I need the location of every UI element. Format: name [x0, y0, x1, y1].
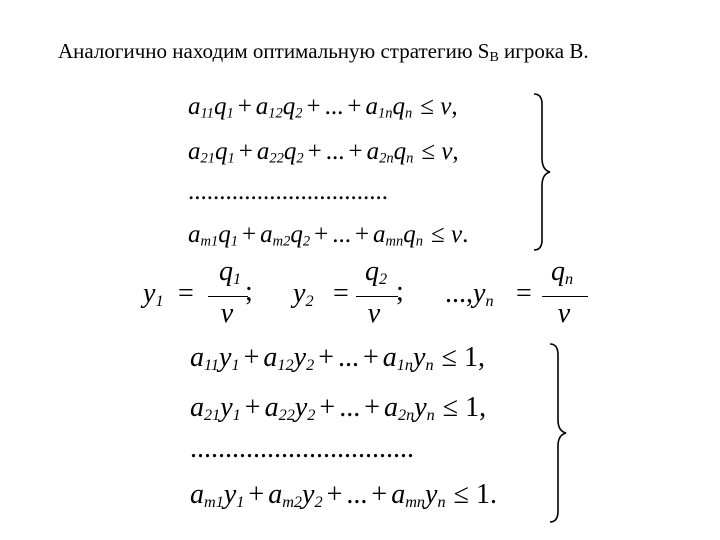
y2-semicolon: ; — [396, 276, 404, 307]
brace-system-y — [546, 342, 570, 524]
system-q-row-2: $a_{21}q_1 + a_{22}q_2$ + ... + $a_{2n}q_n \le v$, — [188, 138, 459, 167]
fraction-y1-bar — [208, 296, 248, 297]
y1-equals: = — [178, 278, 194, 309]
heading-tail: игрока В. — [498, 39, 589, 63]
heading — [58, 38, 589, 71]
heading-text: Аналогично находим оптимальную стратегию S — [58, 39, 490, 63]
system-y-row-m: $a_{m1}y_1 + a_{m2}y_2$ + ... + $a_{mn}y_n \le 1$. — [190, 479, 497, 512]
fraction-y2-bar — [356, 296, 398, 297]
system-y-row-dots: ................................ — [190, 433, 414, 464]
system-y-row-2: $a_{21}y_1 + a_{22}y_2$ + ... + $a_{2n}y_n \le 1$, — [190, 392, 487, 425]
y2-lhs: $y_2$ — [293, 278, 314, 311]
fraction-y2-denominator: v — [367, 298, 381, 329]
y1-semicolon: ; — [245, 276, 253, 307]
y2-equals: = — [333, 278, 349, 309]
fraction-y1-denominator: v — [220, 298, 234, 329]
yn-lhs: $...,y_n$ — [445, 278, 494, 311]
system-q-row-1: $a_{11}q_1 + a_{12}q_2$ + ... + $a_{1n}q_n \le v$, — [188, 93, 458, 122]
system-y-row-1: $a_{11}y_1 + a_{12}y_2$ + ... + $a_{1n}y_n \le 1$, — [190, 342, 485, 375]
yn-equals: = — [516, 278, 532, 309]
heading-subscript: B — [489, 50, 499, 65]
y1-lhs: $y_1$ — [143, 278, 164, 311]
brace-system-q — [530, 92, 554, 252]
fraction-yn-numerator: $q_n$ — [550, 256, 574, 289]
fraction-yn-bar — [542, 296, 588, 297]
fraction-y1-numerator: $q_1$ — [218, 256, 242, 289]
fraction-yn-denominator: v — [557, 298, 571, 329]
fraction-y2-numerator: $q_2$ — [364, 256, 388, 289]
system-q-row-m: $a_{m1}q_1 + a_{m2}q_2$ + ... + $a_{mn}q_n \le v$. — [188, 221, 469, 250]
system-q-row-dots: ................................ — [188, 178, 388, 205]
